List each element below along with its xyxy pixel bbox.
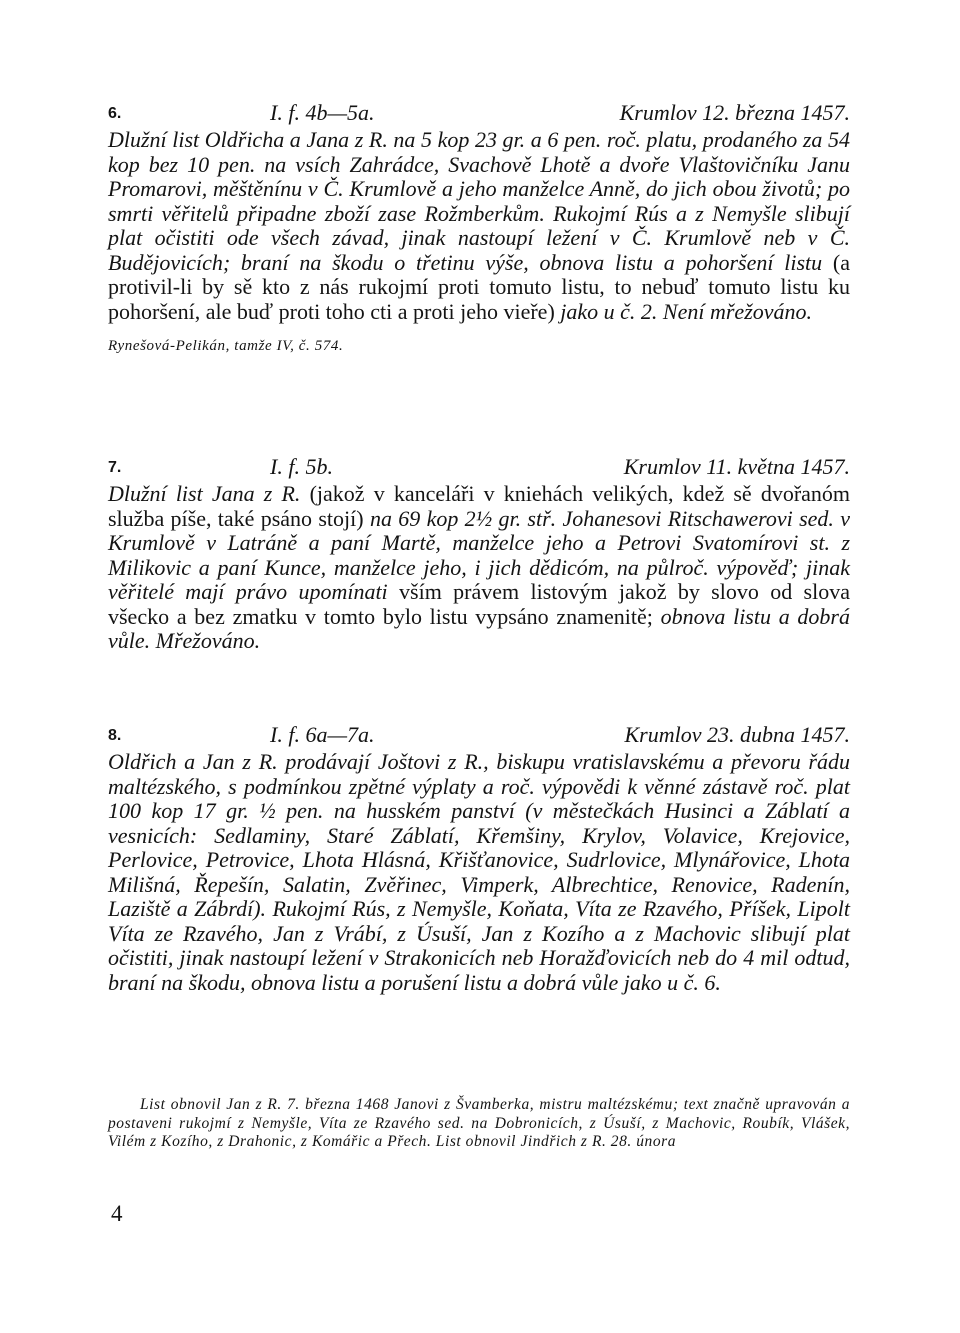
place-and-date: Krumlov 12. března 1457. (619, 100, 850, 125)
summary-italic-text: Dlužní list Jana z R. (108, 481, 301, 506)
entry-6 (108, 98, 850, 356)
folio-reference: I. f. 5b. (270, 454, 333, 479)
entry-header (108, 98, 850, 128)
document-page (108, 0, 850, 1333)
entry-header (108, 720, 850, 750)
entry-number: 8. (108, 727, 122, 744)
entry-8 (108, 720, 850, 995)
quoted-original-text: vším právem listovým jakož by slovo od slova všecko a bez zmatku v tomto bylo listu vypsáno znamenitě; (108, 579, 850, 629)
summary-italic-text: obnova listu a dobrá vůle. Mřežováno. (108, 603, 850, 653)
page-number: 4 (111, 1201, 123, 1226)
summary-italic-text: Oldřich a Jan z R. prodávají Joštovi z R., biskupu vratislavskému a převoru řádu maltézského, s podmínkou zpětné výplaty a roč. výpovědi k věnné zástavě roč. plat 100 kop 17 gr. ½ pen. na husském panství (v městečkách Husinci a Záblatí a vesnicích: Sedlaminy, Staré Záblatí, Křemšiny, Krylov, Volavice, Krejovice, Perlovice, Petrovice, Lhota Hlásná, Křišťanovice, Sudrlovice, Mlynářovice, Lhota Milišná, Řepešín, Salatin, Zvěřinec, Vimperk, Albrechtice, Renovice, Radenín, Laziště a Zábrdí). Rukojmí Rús, z Nemyšle, Koňata, Víta ze Rzavého, Příšek, Lipolt Víta ze Rzavého, Jan z Vrábí, z Úsuší, Jan z Kozího a z Machovic slibují plat očistiti, jinak nastoupí ležení v Strakonicích neb Horažďovicích neb do 4 mil odtud, braní na škodu, obnova listu a porušení listu a dobrá vůle jako u č. 6. (108, 749, 850, 995)
entry-summary (108, 750, 850, 995)
entry-header (108, 452, 850, 482)
folio-reference: I. f. 6a—7a. (270, 722, 375, 747)
summary-italic-text: jako u č. 2. Není mřežováno. (560, 298, 813, 324)
source-reference: Rynešová-Pelikán, tamže IV, č. 574. (108, 338, 344, 354)
summary-italic-text: na 69 kop 2½ gr. stř. Johanesovi Ritschawerovi sed. v Krumlově v Latráně a paní Martě, manželce jeho a Petrovi Svatomírovi st. z Milikovic a paní Kunce, manželce jeho, i jich dědicóm, na půlroč. výpověď; jinak věřitelé mají právo upomínati (108, 505, 851, 604)
entry-summary (108, 482, 850, 654)
entry-number: 7. (108, 459, 122, 476)
place-and-date: Krumlov 23. dubna 1457. (624, 722, 850, 747)
editorial-note: List obnovil Jan z R. 7. března 1468 Janovi z Švamberka, mistru maltézskému; text značně upravován a postaveni rukojmí z Nemyšle, Víta ze Rzavého sed. na Dobronicích, z Úsuší, z Machovic, Roubík, Vlášek, Vilém z Kozího, z Drahonic, z Komářic a Přech. List obnovil Jindřich z R. 28. února (108, 1096, 850, 1150)
place-and-date: Krumlov 11. května 1457. (623, 454, 850, 479)
quoted-original-text: (a protivil-li by sě kto z nás rukojmí proti tomuto listu, to nebuď tomuto listu ku pohoršení, ale buď proti toho cti a proti jeho vieře) (108, 249, 850, 324)
entry-number: 6. (108, 105, 122, 122)
entry-7 (108, 452, 850, 654)
entry-summary (108, 128, 850, 324)
folio-reference: I. f. 4b—5a. (270, 100, 375, 125)
summary-italic-text: Dlužní list Oldřicha a Jana z R. na 5 kop 23 gr. a 6 pen. roč. platu, prodaného za 54 kop bez 10 pen. na vsích Zahrádce, Svachově Lhotě a dvoře Vlaštovičníku Janu Promarovi, měštěnínu v Č. Krumlově a jeho manželce Anně, do jich obou životů; po smrti věřitelů připadne zboží zase Rožmberkům. Rukojmí Rús a z Nemyšle slibují plat očistiti ode všech závad, jinak nastoupí ležení v Č. Krumlově neb v Č. Budějovicích; braní na škodu o třetinu výše, obnova listu a pohoršení listu (108, 127, 850, 275)
quoted-original-text: (jakož v kanceláři v kniehách velikých, kdež sě dvořanóm služba píše, také psáno stojí) (108, 481, 851, 531)
